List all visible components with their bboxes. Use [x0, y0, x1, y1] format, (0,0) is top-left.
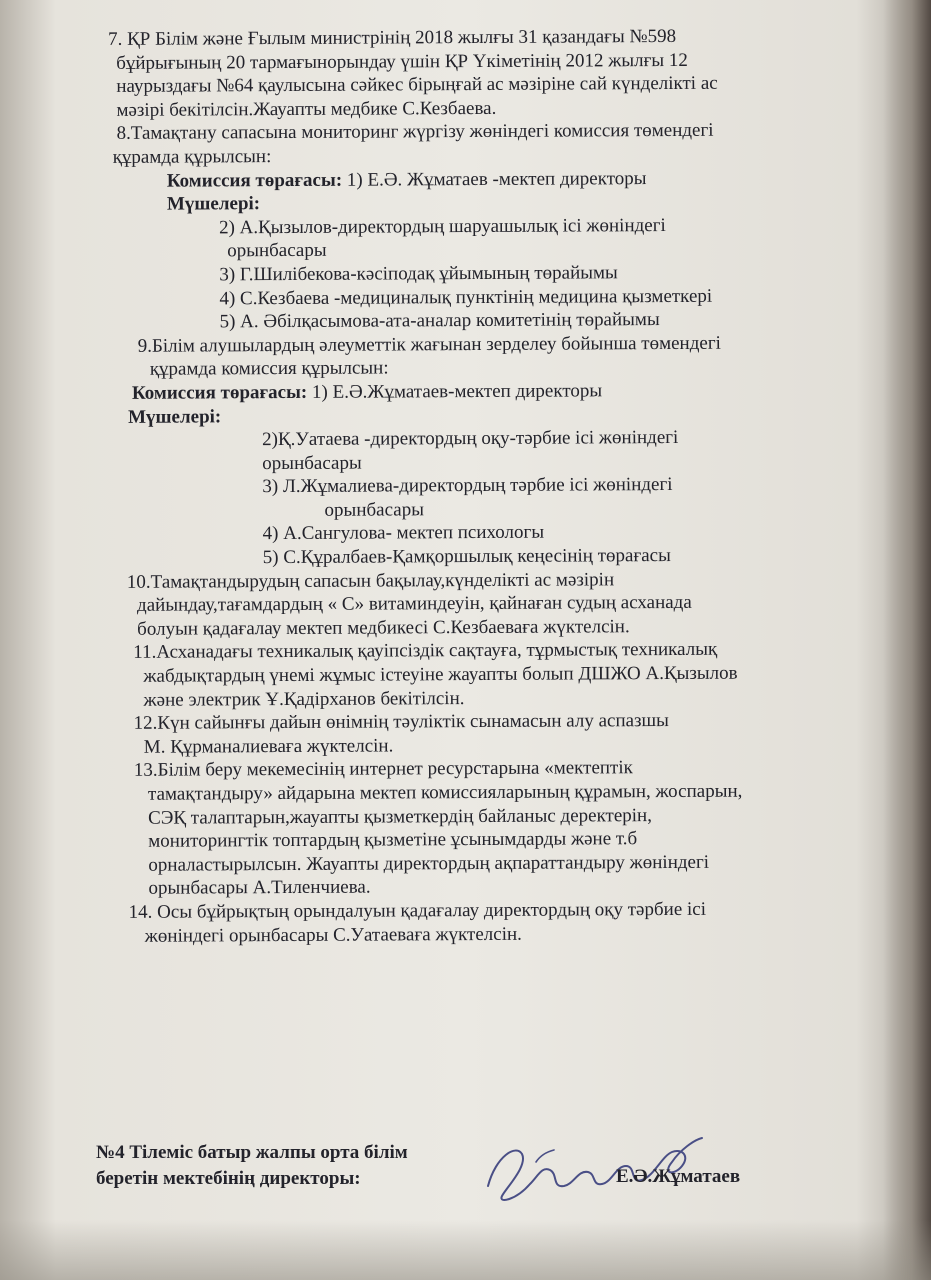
member-line: орынбасары — [227, 240, 327, 262]
item-12-line: М. Құрманалиеваға жүктелсін. — [143, 735, 394, 758]
item-13-line: тамақтандыру» айдарына мектеп комиссияларының құрамын, жоспарын, — [147, 780, 743, 805]
item-7-line: наурыздағы №64 қаулысына сәйкес бірыңғай ас мәзіріне сай күнделікті ас — [116, 72, 718, 98]
director-name: Е.Ә.Жұматаев — [616, 1166, 741, 1187]
chair-text: 1) Е.Ә.Жұматаев-мектеп директоры — [307, 380, 603, 403]
item-10 — [99, 567, 809, 641]
item-9 — [98, 331, 809, 571]
page-shadow — [0, 1220, 931, 1280]
item-10-line: дайындау,тағамдардың « С» витаминдеуін, қайнаған судың асханада — [136, 592, 692, 617]
item-11-line: жабдықтардың үнемі жұмыс істеуіне жауапты болып ДШЖО А.Қызылов — [143, 662, 738, 687]
item-13-line: орынбасары А.Тиленчиева. — [148, 876, 371, 900]
item-14-line: жөніндегі орынбасары С.Уатаеваға жүктелсін. — [144, 923, 522, 947]
item-8-line: 8.Тамақтану сапасына мониторинг жүргізу жөніндегі комиссия төмендегі — [116, 120, 714, 145]
item-8 — [96, 119, 807, 335]
member-line: 4) А.Сангулова- мектеп психологы — [262, 522, 545, 545]
member-line: 3) Г.Шилібекова-кәсіподақ ұйымының төрайымы — [219, 262, 618, 286]
members-label: Мүшелері: — [127, 405, 222, 428]
item-13-line: мониторингтік топтардың қызметіне ұсынымдарды және т.б — [148, 828, 638, 852]
director-title-line: беретін мектебінің директоры: — [96, 1168, 361, 1189]
item-14-line: 14. Осы бұйрықтың орындалуын қадағалау директордың оқу тәрбие ісі — [128, 898, 707, 923]
item-11-line: 11.Асханадағы техникалық қауіпсіздік сақтауға, тұрмыстық техникалық — [133, 639, 718, 664]
member-line: орынбасары — [324, 499, 424, 521]
item-7-line: мәзірі бекітілсін.Жауапты медбике С.Кезбаева. — [116, 97, 497, 121]
item-13-line: СЭҚ талаптарын,жауапты қызметкердің байланыс деректерін, — [148, 804, 653, 829]
members-label: Мүшелері: — [166, 193, 261, 215]
item-7-line: 7. ҚР Білім және Ғылым министрінің 2018 жылғы 31 қазандағы №598 — [108, 25, 677, 50]
member-line: 2) А.Қызылов-директордың шаруашылық ісі жөніндегі — [218, 214, 666, 239]
document-body — [96, 24, 811, 948]
item-7 — [96, 24, 806, 122]
item-10-line: 10.Тамақтандырудың сапасын бақылау,күнделікті ас мәзірін — [126, 568, 615, 593]
school-name-line: №4 Тілеміс батыр жалпы орта білім — [96, 1142, 408, 1163]
item-11-line: және электрик Ұ.Қадірханов бекітілсін. — [143, 687, 465, 711]
member-line: 3) Л.Жұмалиева-директордың тәрбие ісі жөніндегі — [262, 474, 673, 498]
chair-text: 1) Е.Ә. Жұматаев -мектеп директоры — [342, 167, 647, 191]
member-line: 5) С.Құралбаев-Қамқоршылық кеңесінің төрағасы — [262, 545, 671, 569]
page-shadow — [883, 0, 931, 1280]
item-13-line: 13.Білім беру мекемесінің интернет ресурстарына «мектептік — [133, 757, 633, 782]
signature-block — [96, 1140, 796, 1192]
item-11 — [99, 638, 809, 712]
item-12-line: 12.Күн сайынғы дайын өнімнің тәуліктік сынамасын алу аспазшы — [133, 710, 669, 735]
chair-label: Комиссия төрағасы: — [166, 169, 343, 192]
member-line: 5) А. Әбілқасымова-ата-аналар комитетінің төрайымы — [219, 309, 660, 333]
item-10-line: болуын қадағалау мектеп медбикесі С.Кезбаеваға жүктелсін. — [137, 616, 630, 640]
member-line: 2)Қ.Уатаева -директордың оқу-тәрбие ісі жөніндегі — [262, 427, 679, 451]
member-line: 4) С.Кезбаева -медициналық пунктінің медицина қызметкері — [219, 285, 713, 309]
item-12 — [100, 708, 810, 759]
item-14 — [101, 897, 811, 948]
member-line: орынбасары — [262, 452, 362, 474]
chair-label: Комиссия төрағасы: — [131, 381, 308, 404]
item-9-line: құрамда комиссия құрылсын: — [149, 357, 389, 381]
item-13 — [100, 756, 811, 901]
item-8-line: құрамда құрылсын: — [112, 146, 272, 168]
item-7-line: бұйрығының 20 тармағынорындау үшін ҚР Үкіметінің 2012 жылғы 12 — [116, 49, 688, 74]
item-13-line: орналастырылсын. Жауапты директордың ақпараттандыру жөніндегі — [148, 851, 710, 876]
item-9-line: 9.Білім алушылардың әлеуметтік жағынан зерделеу бойынша төмендегі — [137, 332, 721, 357]
